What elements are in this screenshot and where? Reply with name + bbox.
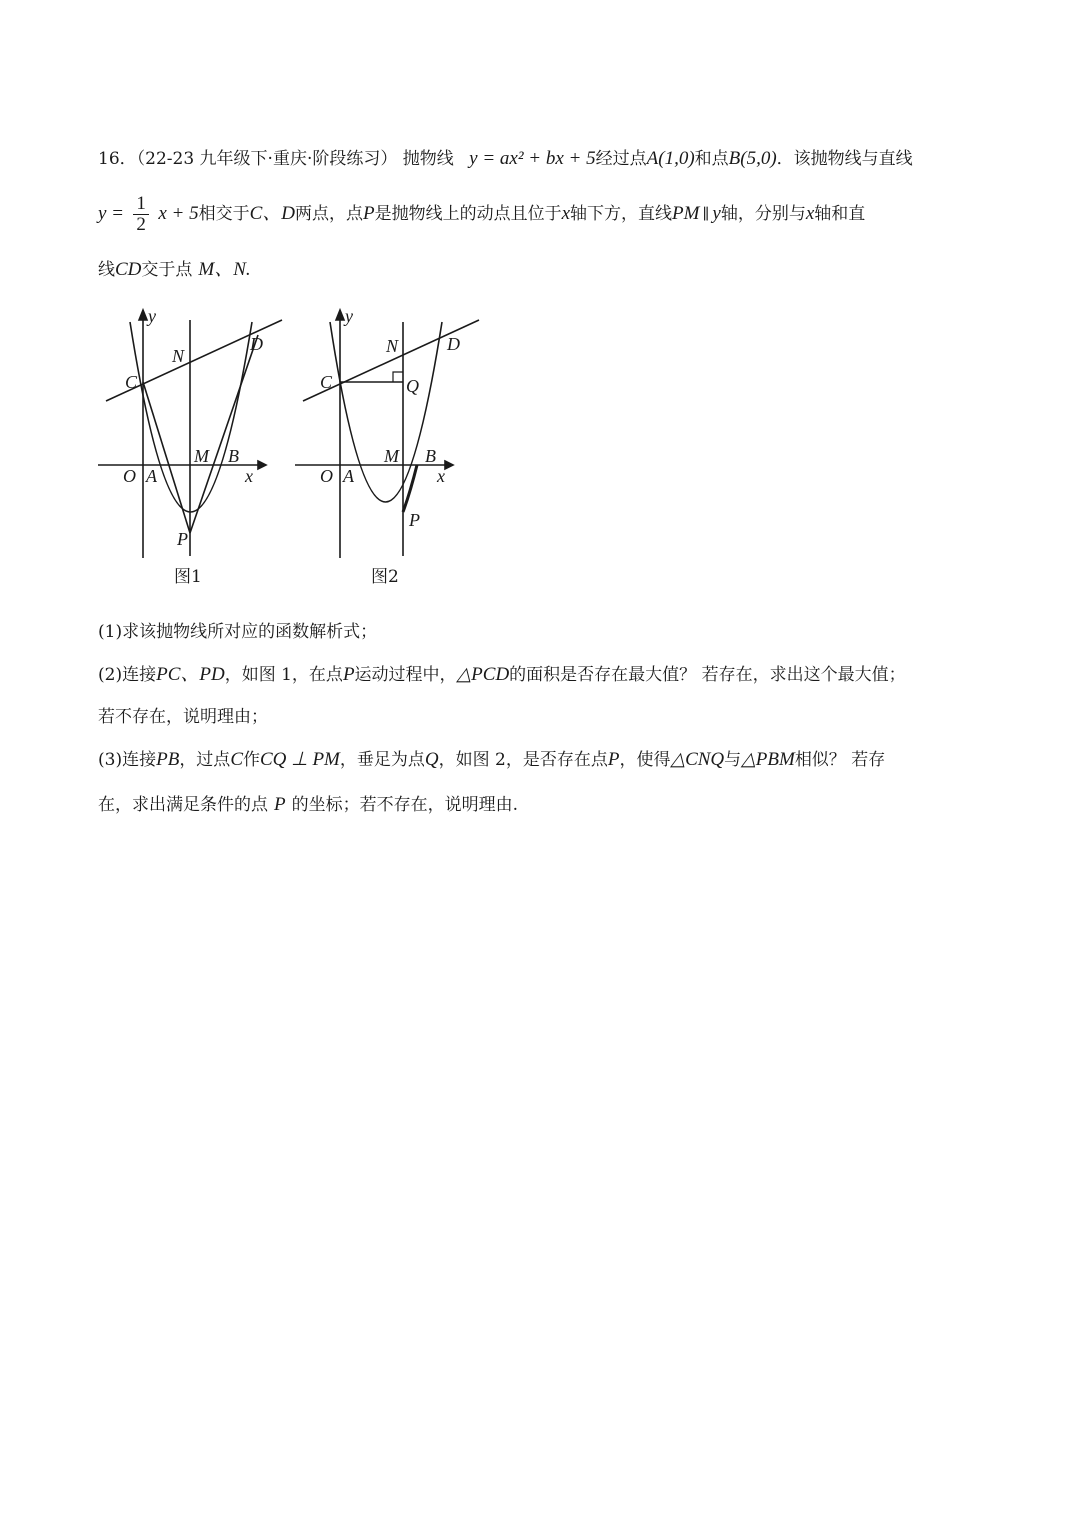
q3-triangle-pbm: △PBM: [741, 749, 795, 770]
q3-triangle-cnq: △CNQ: [670, 749, 725, 770]
problem-number: 16．: [98, 149, 137, 169]
x-axis-arrow: [445, 461, 453, 469]
q3-text-connect: (3)连接: [98, 750, 157, 770]
question-3: [98, 745, 885, 771]
y-axis-arrow: [139, 310, 147, 320]
text-respectively: 轴，分别与: [720, 204, 806, 224]
q3-perpendicular: CQ ⊥ PM: [260, 749, 340, 770]
line-cd: CD: [115, 259, 142, 280]
q2-text-max: 的面积是否存在最大值？ 若存在，求出这个最大值；: [509, 665, 906, 685]
q3-text-coords: 的坐标；若不存在，说明理由.: [291, 795, 519, 815]
line-fraction: [133, 194, 149, 235]
y-axis-arrow: [336, 310, 344, 320]
q3-text-similar: 相似？ 若存: [794, 750, 886, 770]
label-y: y: [345, 306, 353, 326]
q3-text-find: 在，求出满足条件的点: [98, 795, 268, 815]
label-b: B: [425, 446, 436, 466]
text-intersect-at: 交于点: [141, 260, 193, 280]
points-mn: M、N.: [198, 259, 251, 280]
label-p: P: [177, 529, 188, 549]
text-intersect: 相交于: [198, 204, 250, 224]
q3-text-foot: ，垂足为点: [339, 750, 425, 770]
line-equation-lhs: y =: [98, 203, 125, 224]
problem-line-3: [98, 254, 251, 281]
label-n: N: [172, 346, 185, 366]
label-a: A: [343, 466, 354, 486]
q2-segments: PC、PD: [156, 664, 225, 685]
q2-triangle: △PCD: [456, 664, 510, 685]
q3-text-such-that: ，使得: [619, 750, 671, 770]
label-c: C: [320, 372, 333, 392]
label-m: M: [384, 446, 399, 466]
q3-point-p-2: P: [274, 794, 286, 815]
q2-text-moving: 运动过程中，: [354, 665, 457, 685]
question-2-line-2: 若不存在，说明理由；: [98, 707, 268, 727]
problem-line-1: [98, 144, 913, 170]
label-b: B: [228, 446, 239, 466]
point-a: A(1,0): [646, 148, 695, 169]
right-angle-mark: [393, 372, 403, 382]
points-cd: C、D: [249, 203, 295, 224]
fraction-denominator: 2: [136, 214, 146, 235]
fraction-numerator: 1: [133, 194, 149, 215]
text-parabola: 抛物线: [402, 149, 454, 169]
segment-pb: [403, 465, 417, 512]
text-and-point: 和点: [694, 149, 729, 169]
q3-text-exists: ，如图 2，是否存在点: [438, 750, 608, 770]
question-1: (1)求该抛物线所对应的函数解析式；: [98, 622, 378, 642]
text-below-axis: 轴下方，直线: [570, 204, 673, 224]
label-d: D: [250, 334, 263, 354]
label-a: A: [146, 466, 157, 486]
segment-pc: [143, 382, 190, 533]
point-p: P: [363, 203, 375, 224]
parabola-equation: y = ax² + bx + 5: [469, 148, 596, 169]
text-moving-point: 是抛物线上的动点且位于: [374, 204, 562, 224]
q3-point-p: P: [607, 749, 620, 770]
figure-1: [90, 300, 290, 600]
var-x-2: x: [805, 203, 815, 224]
label-y: y: [148, 306, 156, 326]
figure-1-caption: 图1: [174, 567, 202, 587]
figure-2-caption: 图2: [371, 567, 399, 587]
point-b: B(5,0): [728, 148, 777, 169]
q3-text-draw: 作: [243, 750, 260, 770]
text-two-points: 两点，点: [295, 204, 363, 224]
q3-segment-pb: PB: [156, 749, 180, 770]
q2-text-connect: (2)连接: [98, 665, 157, 685]
label-o: O: [320, 466, 333, 486]
question-2: [98, 659, 906, 686]
q3-text-and: 与: [724, 750, 742, 770]
q2-text-fig: ，如图 1，在点: [224, 665, 343, 685]
question-3-line-2: [98, 790, 518, 816]
text-passes-through: 经过点: [595, 149, 647, 169]
problem-source: （22-23 九年级下·重庆·阶段练习）: [136, 149, 398, 169]
var-x: x: [561, 203, 571, 224]
segment-pd: [190, 335, 258, 533]
parallel-symbol: ∥: [702, 205, 710, 223]
q2-point-p: P: [342, 664, 355, 685]
label-o: O: [123, 466, 136, 486]
line-equation-rhs: x + 5: [158, 203, 199, 224]
q3-text-through: ，过点: [179, 750, 231, 770]
problem-line-2: [98, 194, 865, 235]
label-q: Q: [406, 376, 419, 396]
label-d: D: [447, 334, 460, 354]
q3-point-c: C: [230, 749, 243, 770]
label-m: M: [194, 446, 209, 466]
label-x: x: [437, 466, 445, 486]
label-p: P: [409, 510, 420, 530]
q3-point-q: Q: [424, 749, 439, 770]
figure-2: [287, 300, 487, 600]
label-n: N: [386, 336, 399, 356]
label-c: C: [125, 372, 138, 392]
text-line-intro: ．该抛物线与直线: [776, 149, 913, 169]
line-pm: PM: [672, 203, 700, 224]
var-y: y: [712, 203, 721, 224]
text-axis-and: 轴和直: [814, 204, 866, 224]
x-axis-arrow: [258, 461, 266, 469]
text-line: 线: [98, 260, 115, 280]
label-x: x: [245, 466, 253, 486]
